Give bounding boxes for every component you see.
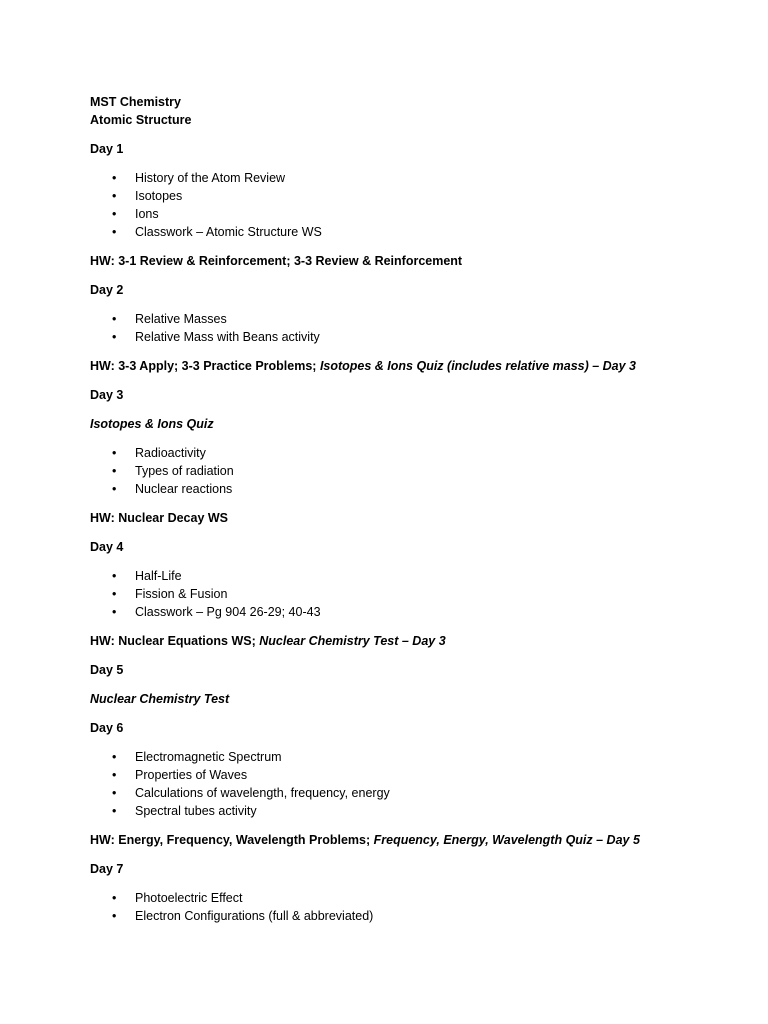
bullet-icon: • [112,587,117,601]
spacer [90,621,710,632]
bullet-icon: • [112,189,117,203]
list-item-text: Relative Mass with Beans activity [135,330,320,344]
bullet-icon: • [112,225,117,239]
day-heading: Day 1 [90,142,124,156]
list-item-text: History of the Atom Review [135,171,286,185]
homework-line [90,632,710,650]
homework-text: HW: Nuclear Decay WS [90,511,229,525]
list-item [90,205,710,223]
day-2-topic-list [90,310,710,346]
spacer [90,498,710,509]
day-heading: Day 6 [90,721,124,735]
bullet-icon: • [112,891,117,905]
day-3-topic-list [90,444,710,498]
list-item-text: Relative Masses [135,312,227,326]
spacer [90,820,710,831]
spacer [90,679,710,690]
spacer [90,708,710,719]
list-item [90,766,710,784]
test-due-text: Nuclear Chemistry Test – Day 3 [259,634,446,648]
list-item-text: Classwork – Pg 904 26-29; 40-43 [135,605,321,619]
list-item-text: Properties of Waves [135,768,248,782]
spacer [90,158,710,169]
list-item [90,310,710,328]
spacer [90,849,710,860]
spacer [90,346,710,357]
spacer [90,737,710,748]
day-heading: Day 5 [90,663,124,677]
spacer [90,299,710,310]
homework-text: HW: Energy, Frequency, Wavelength Problems; [90,833,374,847]
homework-text: HW: 3-1 Review & Reinforcement; 3-3 Review & Reinforcement [90,254,463,268]
list-item-text: Electromagnetic Spectrum [135,750,282,764]
spacer [90,527,710,538]
spacer [90,650,710,661]
bullet-icon: • [112,768,117,782]
document-page [90,93,710,925]
day-heading: Day 4 [90,540,124,554]
unit-title: Atomic Structure [90,113,192,127]
day-6-topic-list [90,748,710,820]
bullet-icon: • [112,482,117,496]
assessment-note: Isotopes & Ions Quiz [90,417,214,431]
list-item-text: Radioactivity [135,446,206,460]
list-item [90,802,710,820]
day-1-topic-list [90,169,710,241]
list-item-text: Half-Life [135,569,182,583]
homework-line [90,357,710,375]
list-item [90,784,710,802]
list-item-text: Ions [135,207,159,221]
spacer [90,129,710,140]
list-item [90,187,710,205]
list-item-text: Classwork – Atomic Structure WS [135,225,322,239]
day-heading: Day 3 [90,388,124,402]
homework-text: HW: 3-3 Apply; 3-3 Practice Problems; [90,359,320,373]
homework-line [90,252,710,270]
list-item-text: Photoelectric Effect [135,891,243,905]
course-title: MST Chemistry [90,95,181,109]
list-item [90,223,710,241]
list-item-text: Isotopes [135,189,183,203]
spacer [90,241,710,252]
list-item-text: Types of radiation [135,464,234,478]
bullet-icon: • [112,312,117,326]
list-item [90,748,710,766]
day-4-topic-list [90,567,710,621]
bullet-icon: • [112,605,117,619]
spacer [90,404,710,415]
bullet-icon: • [112,909,117,923]
list-item-text: Electron Configurations (full & abbreviated) [135,909,374,923]
quiz-due-text: Frequency, Energy, Wavelength Quiz – Day 5 [373,833,640,847]
bullet-icon: • [112,804,117,818]
list-item [90,907,710,925]
list-item [90,603,710,621]
list-item-text: Nuclear reactions [135,482,233,496]
bullet-icon: • [112,207,117,221]
assessment-note: Nuclear Chemistry Test [90,692,230,706]
homework-text: HW: Nuclear Equations WS; [90,634,260,648]
list-item [90,169,710,187]
list-item [90,480,710,498]
list-item [90,889,710,907]
list-item [90,585,710,603]
quiz-due-text: Isotopes & Ions Quiz (includes relative mass) – Day 3 [319,359,637,373]
list-item [90,462,710,480]
bullet-icon: • [112,786,117,800]
bullet-icon: • [112,750,117,764]
bullet-icon: • [112,446,117,460]
bullet-icon: • [112,171,117,185]
spacer [90,375,710,386]
spacer [90,878,710,889]
list-item [90,567,710,585]
bullet-icon: • [112,464,117,478]
list-item-text: Spectral tubes activity [135,804,257,818]
day-heading: Day 7 [90,862,124,876]
list-item [90,444,710,462]
bullet-icon: • [112,330,117,344]
homework-line [90,509,710,527]
spacer [90,270,710,281]
list-item-text: Fission & Fusion [135,587,228,601]
bullet-icon: • [112,569,117,583]
list-item-text: Calculations of wavelength, frequency, energy [135,786,390,800]
day-heading: Day 2 [90,283,124,297]
day-7-topic-list [90,889,710,925]
homework-line [90,831,710,849]
spacer [90,556,710,567]
spacer [90,433,710,444]
list-item [90,328,710,346]
